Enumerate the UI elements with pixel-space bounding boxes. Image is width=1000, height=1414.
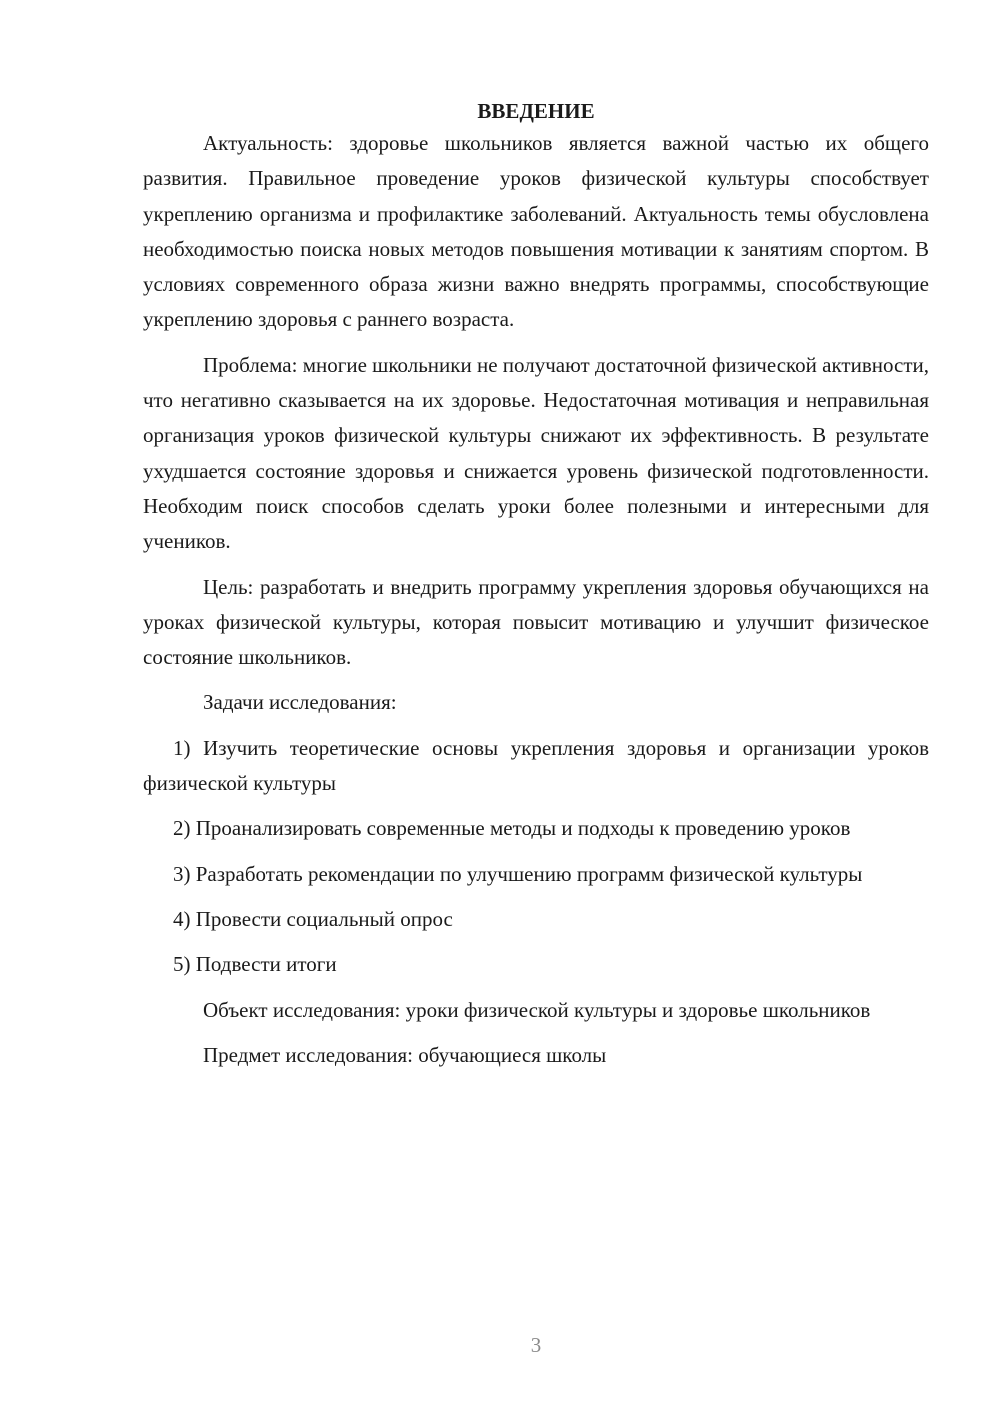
- page-number: 3: [530, 1333, 542, 1357]
- tasks-heading: Задачи исследования:: [203, 690, 397, 715]
- relevance-paragraph: Актуальность: здоровье школьников является важной частью их общего развития. Правильное проведение уроков физической культуры способствует укреплению организма и профилактике заболеваний. Актуальность темы обусловлена необходимостью поиска новых методов повышения мотивации к занятиям спортом. В условиях современного образа жизни важно внедрять программы, способствующие укреплению здоровья с раннего возраста.: [143, 131, 929, 332]
- problem-paragraph: Проблема: многие школьники не получают достаточной физической активности, что негативно сказывается на их здоровье. Недостаточная мотивация и неправильная организация уроков физической культуры снижают их эффективность. В результате ухудшается состояние здоровья и снижается уровень физической подготовленности. Необходим поиск способов сделать уроки более полезными и интересными для учеников.: [143, 352, 929, 554]
- object-paragraph: Объект исследования: уроки физической культуры и здоровье школьников: [203, 997, 871, 1022]
- goal-paragraph: Цель: разработать и внедрить программу укрепления здоровья обучающихся на уроках физической культуры, которая повысит мотивацию и улучшит физическое состояние школьников.: [143, 574, 929, 670]
- task-item-4: 4) Провести социальный опрос: [173, 906, 453, 931]
- task-item-3: 3) Разработать рекомендации по улучшению программ физической культуры: [173, 861, 863, 886]
- page-content: [143, 96, 929, 1073]
- subject-paragraph: Предмет исследования: обучающиеся школы: [203, 1042, 607, 1067]
- task-item-2: 2) Проанализировать современные методы и подходы к проведению уроков: [173, 816, 851, 841]
- task-item-5: 5) Подвести итоги: [173, 952, 337, 977]
- task-item-1: 1) Изучить теоретические основы укрепления здоровья и организации уроков физической культуры: [143, 735, 929, 796]
- page-title: ВВЕДЕНИЕ: [477, 99, 595, 123]
